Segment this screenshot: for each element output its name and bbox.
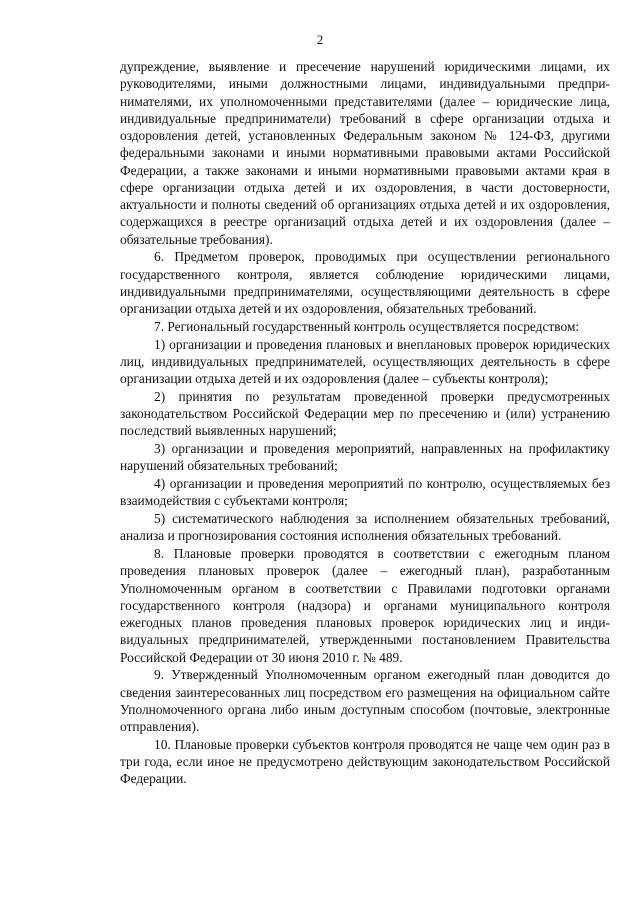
paragraph-7-item-3: 3) организации и проведения мероприятий, направленных на профилактику нарушений обязательных требований; (120, 441, 610, 474)
paragraph-6: 6. Предметом проверок, проводимых при осуществлении регионального государственного контроля, является соблюдение юридическими лицами, индивидуальными предпринимателями, осуществляющими деятельность в сфере организации отдыха детей и их оздоровления, обязательных требований. (120, 249, 610, 316)
page-number: 2 (316, 32, 324, 47)
paragraph-7-item-1: 1) организации и проведения плановых и внеплановых проверок юридических лиц, индивидуальных предпринимателей, осуществляющих деятельность в сфере организации отдыха детей и их оздоровления (далее – субъекты контроля); (120, 336, 610, 386)
paragraph-9: 9. Утвержденный Уполномоченным органом ежегодный план доводится до сведения заинтересованных лиц посредством его размещения на официальном сайте Уполномоченного органа либо иным доступным способом (почтовые, электронные отправления). (120, 667, 610, 734)
paragraph-7-item-5: 5) систематического наблюдения за исполнением обязательных требований, анализа и прогнозирования состояния исполнения обязательных требований. (120, 511, 610, 544)
paragraph-10: 10. Плановые проверки субъектов контроля проводятся не чаще чем один раз в три года, если иное не предусмотрено действующим законодательством Российской Федерации. (120, 736, 610, 787)
paragraph-8: 8. Плановые проверки проводятся в соответствии с ежегодным планом проведения плановых проверок (далее – ежегодный план), разработанным Уполномоченным органом в соответствии с Правилами подготовки органами государственного контроля (надзора) и органами муниципального контроля ежегодных планов проведения плановых проверок юридических лиц и индивидуальных предпринимателей, утвержденными постановлением Правительства Российской Федерации от 30 июня 2010 г. № 489. (120, 546, 610, 665)
paragraph-7: 7. Региональный государственный контроль осуществляется посредством: (154, 318, 580, 334)
paragraph-7-item-2: 2) принятия по результатам проведенной проверки предусмотренных законодательством Российской Федерации мер по пресечению и (или) устранению последствий выявленных нарушений; (120, 388, 610, 439)
paragraph-7-item-4: 4) организации и проведения мероприятий по контролю, осуществляемых без взаимодействия с субъектами контроля; (120, 476, 610, 509)
paragraph-continuation: дупреждение, выявление и пресечение нарушений юридическими лицами, их руководителями, иными должностными лицами, индивидуальными предпринимателями, их уполномоченными представителями (далее – юридические лица, индивидуальные предприниматели) требований в сфере организации отдыха и оздоровления детей, установленных Федеральным законом № 124-ФЗ, другими федеральными законами и иными нормативными правовыми актами Российской Федерации, а также законами и иными нормативными правовыми актами края в сфере организации отдыха детей и их оздоровления, в части достоверности, актуальности и полноты сведений об организациях отдыха детей и их оздоровления, содержащихся в реестре организаций отдыха детей и их оздоровления (далее – обязательные требования). (120, 59, 610, 247)
document-body (120, 58, 610, 788)
